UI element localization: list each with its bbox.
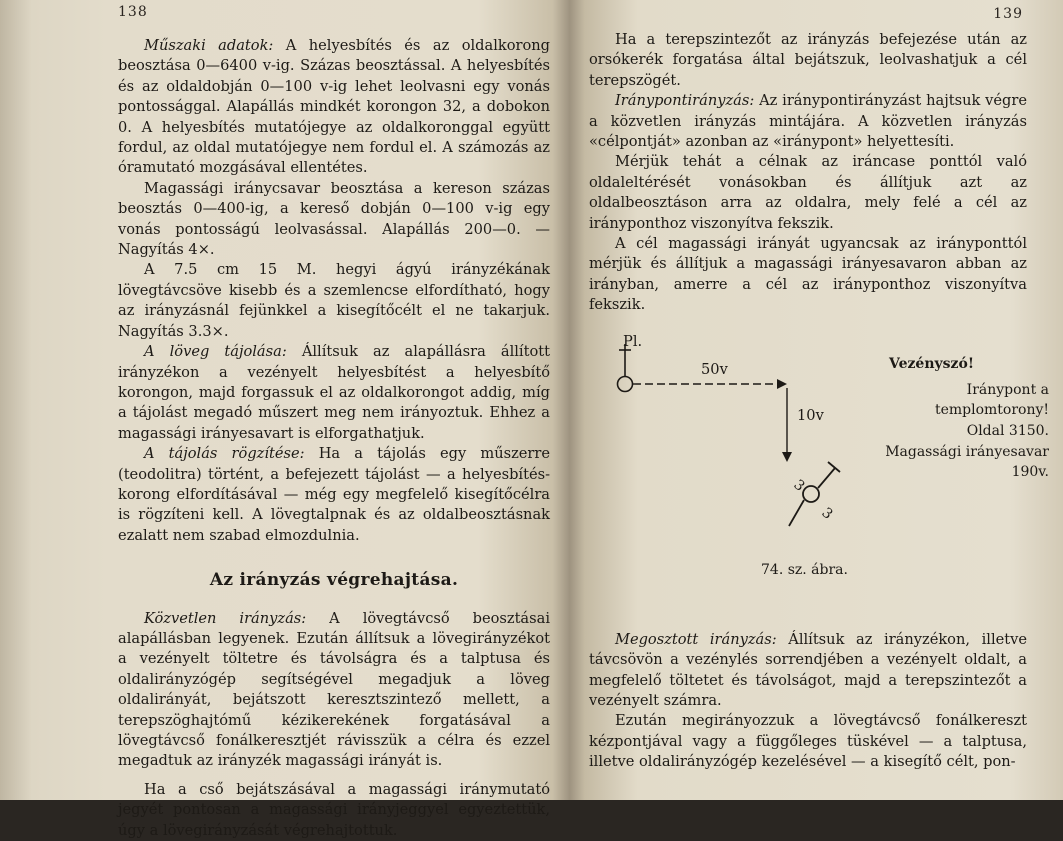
paragraph-technical-data: [118, 36, 550, 179]
paragraph-text: A helyesbítés és az oldalkorong beosztása 0—6400 v-ig. Százas beosztással. A helyesbítés és az oldaldobján 0—100 v-ig lehet leolvasni egy vonás pontossággal. Alapállás mindkét korongon 32, a dobokon 0. A helyesbítés mutatójegye az oldalkoronggal együtt fordul, az oldal mutatójegye nem fordul el. A számozás az óramutató mozgásával ellentétes.: [118, 37, 550, 177]
paragraph-text: Ha a terepszintezőt az irányzás befejezése után az orsókerék forgatása által bejátszuk, leolvashatjuk a cél terepszögét.: [589, 31, 1027, 89]
right-page: [577, 0, 1063, 800]
section-heading: Az irányzás végrehajtása.: [209, 570, 459, 591]
paragraph-direct-aiming: [118, 609, 550, 772]
pl-label: Pl.: [623, 332, 643, 350]
paragraph-text: Mérjük tehát a célnak az iráncase ponttól való oldaleltérését vonásokban és állítjuk azt az oldalbeosztáson arra az oldalra, mely felé a cél az irányponthoz viszonyítva fekszik.: [589, 153, 1027, 232]
svg-text:3: 3: [818, 504, 836, 523]
paragraph-label: A tájolás rögzítése:: [144, 445, 305, 463]
vertical-distance-label: 10v: [797, 406, 824, 424]
paragraph-text: Ha a tájolás egy műszerre (teodolitra) történt, a befejezett tájolást — a helyesbítés-korong elfordításával — még egy megfelelő kisegítőcélra is rögzíteni kell. A lövegtalpnak és az oldalbeosztásnak ezalatt nem szabad elmozdulnia.: [118, 445, 550, 544]
paragraph-mountain-gun: [118, 260, 550, 342]
paragraph-text: A lövegtávcső beosztásai alapállásban legyenek. Ezután állítsuk a lövegirányzékot a vezényelt töltetre és távolságra és a talptusa és oldalirányzógép segítségével megadjuk a löveg oldalirányát, bejátszott keresztszintező mellett, a terepszöghajtómű kézikerekének forgatásával a lövegtávcső fonálkeresztjét rávisszük a célra és ezzel megadtuk az irányzék magassági irányát is.: [118, 609, 550, 770]
paragraph-text: A cél magassági irányát ugyancsak az irányponttól mérjük és állítjuk a magassági irányesavaron abban az irányban, amerre a cél az irányponthoz viszonyítva fekszik.: [589, 235, 1027, 314]
paragraph-label: Műszaki adatok:: [144, 37, 274, 54]
command-block: [879, 354, 1049, 483]
paragraph-orientation-fix: [118, 444, 550, 546]
paragraph-text: Ezután megirányozzuk a lövegtávcső fonálkereszt kézpontjával vagy a függőleges tüskével — a talptusa, illetve oldalirányzógép kezelésével — a kisegítő célt, pon-: [589, 712, 1027, 771]
horizontal-arrow: [633, 379, 787, 389]
paragraph-lateral-deviation: [589, 152, 1027, 234]
paragraph-text: Állítsuk az irányzékon, illetve távcsövön a vezénylés sorrendjében a vezényelt oldalt, a megfelelő töltetet és távolságot, majd a terepszintezőt a vezényelt számra.: [589, 630, 1027, 709]
horizontal-distance-label: 50v: [701, 360, 728, 378]
paragraph-label: Iránypontirányzás:: [615, 92, 755, 110]
page-number-right: 139: [993, 6, 1023, 22]
paragraph-text: Állítsuk az alapállásra állított irányzékon a vezényelt helyesbítést a helyesbítő korongon, majd forgassuk el az oldalkorongot addig, míg a tájolást megadó műszert meg nem irányoztuk. Ehhez a magassági irányesavart is elforgathatjuk.: [118, 343, 550, 442]
paragraph-text: Ha a cső bejátszásával a magassági iránymutató jegyét pontosan a magassági irányjeggyel egyeztettük, úgy a lövegirányzását végrehajtottuk.: [118, 780, 550, 839]
svg-text:3: 3: [790, 476, 808, 495]
paragraph-reference-point-aiming: [589, 91, 1027, 152]
paragraph-gun-orientation: [118, 342, 550, 444]
paragraph-text: Az iránypontirányzást hajtsuk végre a közvetlen irányzás mintájára. A közvetlen irányzás «célpontját» azonban az «iránypont» helyettesíti.: [589, 92, 1027, 151]
page-number-left: 138: [118, 4, 148, 20]
command-line: Iránypont a templomtorony!: [934, 381, 1049, 418]
paragraph-elevation-screw: [118, 179, 550, 261]
command-line: Magassági irányesavar 190v.: [885, 443, 1049, 480]
paragraph-label: Közvetlen irányzás:: [144, 609, 307, 627]
command-line: Oldal 3150.: [966, 422, 1049, 439]
paragraph-label: A löveg tájolása:: [144, 343, 287, 361]
figure-74: [589, 326, 1049, 616]
target-icon: [789, 462, 840, 526]
figure-caption: 74. sz. ábra.: [761, 561, 848, 578]
vertical-arrow: [782, 388, 792, 462]
paragraph-aiming-complete: [118, 780, 550, 841]
paragraph-auxiliary-target: [589, 711, 1027, 772]
paragraph-elevation-direction: [589, 234, 1027, 316]
command-title: Vezényszó!: [889, 355, 974, 372]
paragraph-text: A 7.5 cm 15 M. hegyi ágyú irányzékának lövegtávcsöve kisebb és a szemlencse elfordítható, hogy az irányzásnál fejünkkel a kisegítőcélt el ne takarjuk. Nagyítás 3.3×.: [118, 261, 550, 340]
paragraph-split-aiming: [589, 630, 1027, 712]
paragraph-text: Magassági iránycsavar beosztása a kereson százas beosztás 0—400-ig, a kereső dobján 0—100 v-ig egy vonás pontosságú leolvasással. Alapállás 200—0. — Nagyítás 4×.: [118, 179, 550, 259]
paragraph-terrain-level: [589, 30, 1027, 91]
paragraph-label: Megosztott irányzás:: [615, 630, 777, 648]
